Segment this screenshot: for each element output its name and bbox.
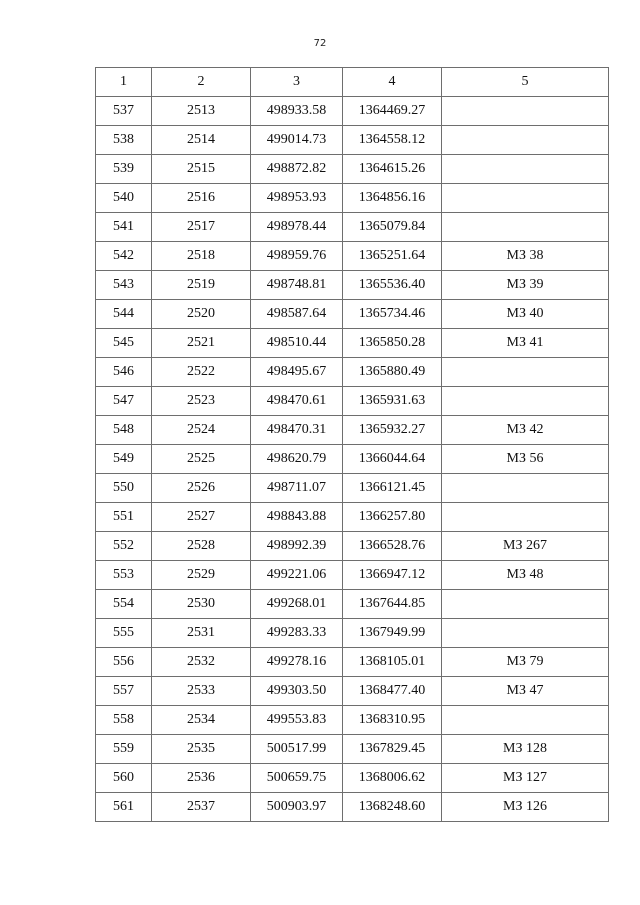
table-row bbox=[96, 764, 609, 793]
x-coordinate-cell: 498843.88 bbox=[251, 503, 343, 532]
point-number-cell: 2532 bbox=[152, 648, 251, 677]
column-header-5: 5 bbox=[442, 68, 609, 97]
x-coordinate-cell: 498470.31 bbox=[251, 416, 343, 445]
table-row bbox=[96, 706, 609, 735]
y-coordinate-cell: 1365880.49 bbox=[343, 358, 442, 387]
table-row bbox=[96, 590, 609, 619]
x-coordinate-cell: 498959.76 bbox=[251, 242, 343, 271]
x-coordinate-cell: 499221.06 bbox=[251, 561, 343, 590]
row-number-cell: 539 bbox=[96, 155, 152, 184]
note-cell bbox=[442, 503, 609, 532]
x-coordinate-cell: 499278.16 bbox=[251, 648, 343, 677]
coordinates-table bbox=[95, 67, 609, 822]
table-row bbox=[96, 793, 609, 822]
point-number-cell: 2531 bbox=[152, 619, 251, 648]
x-coordinate-cell: 499014.73 bbox=[251, 126, 343, 155]
note-cell bbox=[442, 97, 609, 126]
row-number-cell: 542 bbox=[96, 242, 152, 271]
point-number-cell: 2522 bbox=[152, 358, 251, 387]
x-coordinate-cell: 498992.39 bbox=[251, 532, 343, 561]
point-number-cell: 2519 bbox=[152, 271, 251, 300]
x-coordinate-cell: 498495.67 bbox=[251, 358, 343, 387]
table-row bbox=[96, 97, 609, 126]
point-number-cell: 2530 bbox=[152, 590, 251, 619]
table-row bbox=[96, 387, 609, 416]
point-number-cell: 2524 bbox=[152, 416, 251, 445]
y-coordinate-cell: 1368006.62 bbox=[343, 764, 442, 793]
note-cell: МЗ 47 bbox=[442, 677, 609, 706]
x-coordinate-cell: 498872.82 bbox=[251, 155, 343, 184]
row-number-cell: 559 bbox=[96, 735, 152, 764]
y-coordinate-cell: 1365850.28 bbox=[343, 329, 442, 358]
table-row bbox=[96, 532, 609, 561]
row-number-cell: 561 bbox=[96, 793, 152, 822]
y-coordinate-cell: 1364856.16 bbox=[343, 184, 442, 213]
x-coordinate-cell: 498711.07 bbox=[251, 474, 343, 503]
note-cell: МЗ 79 bbox=[442, 648, 609, 677]
x-coordinate-cell: 498933.58 bbox=[251, 97, 343, 126]
point-number-cell: 2528 bbox=[152, 532, 251, 561]
table-row bbox=[96, 329, 609, 358]
note-cell: МЗ 128 bbox=[442, 735, 609, 764]
table-row bbox=[96, 184, 609, 213]
table-row bbox=[96, 561, 609, 590]
point-number-cell: 2521 bbox=[152, 329, 251, 358]
note-cell: МЗ 38 bbox=[442, 242, 609, 271]
point-number-cell: 2535 bbox=[152, 735, 251, 764]
column-header-1: 1 bbox=[96, 68, 152, 97]
x-coordinate-cell: 498978.44 bbox=[251, 213, 343, 242]
table-row bbox=[96, 126, 609, 155]
y-coordinate-cell: 1367644.85 bbox=[343, 590, 442, 619]
note-cell: МЗ 48 bbox=[442, 561, 609, 590]
x-coordinate-cell: 498620.79 bbox=[251, 445, 343, 474]
note-cell: МЗ 56 bbox=[442, 445, 609, 474]
row-number-cell: 544 bbox=[96, 300, 152, 329]
page-number: 72 bbox=[313, 38, 327, 49]
note-cell: МЗ 41 bbox=[442, 329, 609, 358]
row-number-cell: 555 bbox=[96, 619, 152, 648]
y-coordinate-cell: 1367949.99 bbox=[343, 619, 442, 648]
row-number-cell: 546 bbox=[96, 358, 152, 387]
point-number-cell: 2529 bbox=[152, 561, 251, 590]
y-coordinate-cell: 1367829.45 bbox=[343, 735, 442, 764]
table-row bbox=[96, 213, 609, 242]
row-number-cell: 552 bbox=[96, 532, 152, 561]
note-cell bbox=[442, 126, 609, 155]
x-coordinate-cell: 498510.44 bbox=[251, 329, 343, 358]
y-coordinate-cell: 1366257.80 bbox=[343, 503, 442, 532]
point-number-cell: 2516 bbox=[152, 184, 251, 213]
point-number-cell: 2534 bbox=[152, 706, 251, 735]
y-coordinate-cell: 1368310.95 bbox=[343, 706, 442, 735]
y-coordinate-cell: 1366121.45 bbox=[343, 474, 442, 503]
x-coordinate-cell: 499553.83 bbox=[251, 706, 343, 735]
row-number-cell: 556 bbox=[96, 648, 152, 677]
row-number-cell: 540 bbox=[96, 184, 152, 213]
note-cell bbox=[442, 706, 609, 735]
y-coordinate-cell: 1364615.26 bbox=[343, 155, 442, 184]
x-coordinate-cell: 499283.33 bbox=[251, 619, 343, 648]
point-number-cell: 2537 bbox=[152, 793, 251, 822]
y-coordinate-cell: 1365931.63 bbox=[343, 387, 442, 416]
column-header-2: 2 bbox=[152, 68, 251, 97]
row-number-cell: 558 bbox=[96, 706, 152, 735]
point-number-cell: 2514 bbox=[152, 126, 251, 155]
point-number-cell: 2518 bbox=[152, 242, 251, 271]
y-coordinate-cell: 1368477.40 bbox=[343, 677, 442, 706]
point-number-cell: 2513 bbox=[152, 97, 251, 126]
point-number-cell: 2526 bbox=[152, 474, 251, 503]
x-coordinate-cell: 500659.75 bbox=[251, 764, 343, 793]
row-number-cell: 550 bbox=[96, 474, 152, 503]
x-coordinate-cell: 500517.99 bbox=[251, 735, 343, 764]
table-row bbox=[96, 300, 609, 329]
row-number-cell: 538 bbox=[96, 126, 152, 155]
x-coordinate-cell: 499303.50 bbox=[251, 677, 343, 706]
x-coordinate-cell: 498748.81 bbox=[251, 271, 343, 300]
y-coordinate-cell: 1365536.40 bbox=[343, 271, 442, 300]
row-number-cell: 548 bbox=[96, 416, 152, 445]
table-row bbox=[96, 677, 609, 706]
point-number-cell: 2520 bbox=[152, 300, 251, 329]
y-coordinate-cell: 1365079.84 bbox=[343, 213, 442, 242]
row-number-cell: 545 bbox=[96, 329, 152, 358]
note-cell bbox=[442, 155, 609, 184]
x-coordinate-cell: 498953.93 bbox=[251, 184, 343, 213]
point-number-cell: 2523 bbox=[152, 387, 251, 416]
point-number-cell: 2525 bbox=[152, 445, 251, 474]
row-number-cell: 551 bbox=[96, 503, 152, 532]
point-number-cell: 2527 bbox=[152, 503, 251, 532]
column-header-3: 3 bbox=[251, 68, 343, 97]
table-row bbox=[96, 474, 609, 503]
column-header-4: 4 bbox=[343, 68, 442, 97]
table-row bbox=[96, 271, 609, 300]
y-coordinate-cell: 1364469.27 bbox=[343, 97, 442, 126]
y-coordinate-cell: 1368248.60 bbox=[343, 793, 442, 822]
y-coordinate-cell: 1365932.27 bbox=[343, 416, 442, 445]
table-row bbox=[96, 155, 609, 184]
note-cell bbox=[442, 474, 609, 503]
table-header-row bbox=[96, 68, 609, 97]
note-cell: МЗ 267 bbox=[442, 532, 609, 561]
note-cell bbox=[442, 184, 609, 213]
note-cell bbox=[442, 387, 609, 416]
note-cell: МЗ 39 bbox=[442, 271, 609, 300]
table-row bbox=[96, 735, 609, 764]
note-cell: МЗ 42 bbox=[442, 416, 609, 445]
table-row bbox=[96, 445, 609, 474]
y-coordinate-cell: 1366044.64 bbox=[343, 445, 442, 474]
point-number-cell: 2515 bbox=[152, 155, 251, 184]
table-row bbox=[96, 416, 609, 445]
x-coordinate-cell: 500903.97 bbox=[251, 793, 343, 822]
x-coordinate-cell: 498587.64 bbox=[251, 300, 343, 329]
y-coordinate-cell: 1365734.46 bbox=[343, 300, 442, 329]
note-cell: МЗ 126 bbox=[442, 793, 609, 822]
y-coordinate-cell: 1366947.12 bbox=[343, 561, 442, 590]
table-row bbox=[96, 358, 609, 387]
y-coordinate-cell: 1366528.76 bbox=[343, 532, 442, 561]
row-number-cell: 549 bbox=[96, 445, 152, 474]
y-coordinate-cell: 1368105.01 bbox=[343, 648, 442, 677]
note-cell bbox=[442, 590, 609, 619]
note-cell: МЗ 40 bbox=[442, 300, 609, 329]
row-number-cell: 547 bbox=[96, 387, 152, 416]
x-coordinate-cell: 499268.01 bbox=[251, 590, 343, 619]
table-body bbox=[96, 97, 609, 822]
y-coordinate-cell: 1364558.12 bbox=[343, 126, 442, 155]
note-cell bbox=[442, 358, 609, 387]
x-coordinate-cell: 498470.61 bbox=[251, 387, 343, 416]
row-number-cell: 543 bbox=[96, 271, 152, 300]
row-number-cell: 560 bbox=[96, 764, 152, 793]
point-number-cell: 2517 bbox=[152, 213, 251, 242]
point-number-cell: 2536 bbox=[152, 764, 251, 793]
note-cell bbox=[442, 619, 609, 648]
row-number-cell: 541 bbox=[96, 213, 152, 242]
row-number-cell: 557 bbox=[96, 677, 152, 706]
y-coordinate-cell: 1365251.64 bbox=[343, 242, 442, 271]
row-number-cell: 554 bbox=[96, 590, 152, 619]
row-number-cell: 553 bbox=[96, 561, 152, 590]
table-row bbox=[96, 503, 609, 532]
table-row bbox=[96, 242, 609, 271]
row-number-cell: 537 bbox=[96, 97, 152, 126]
note-cell bbox=[442, 213, 609, 242]
point-number-cell: 2533 bbox=[152, 677, 251, 706]
table-row bbox=[96, 619, 609, 648]
note-cell: МЗ 127 bbox=[442, 764, 609, 793]
table-row bbox=[96, 648, 609, 677]
